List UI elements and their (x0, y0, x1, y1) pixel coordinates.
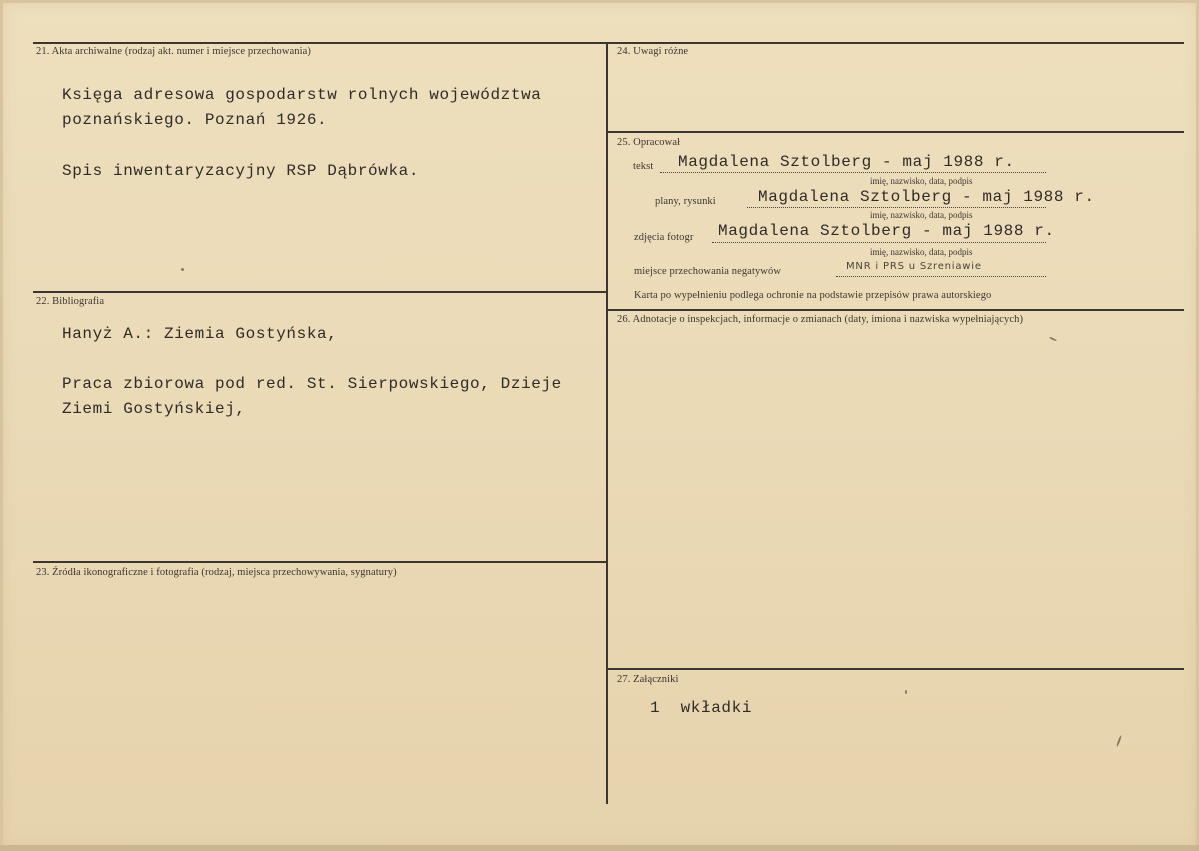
plany-value: Magdalena Sztolberg - maj 1988 r. (758, 188, 1095, 206)
rule-22-23 (33, 561, 607, 563)
section-21-line-1: Księga adresowa gospodarstw rolnych województwa (62, 86, 542, 104)
section-22-line-3: Ziemi Gostyńskiej, (62, 400, 246, 418)
rule-26-27 (607, 668, 1184, 670)
section-23-label: 23. Źródła ikonograficzne i fotografia (rodzaj, miejsca przechowywania, sygnatury) (36, 567, 397, 578)
section-22-label: 22. Bibliografia (36, 296, 105, 307)
rule-21-22 (33, 291, 607, 293)
paper-speck (181, 268, 184, 271)
zdjecia-value: Magdalena Sztolberg - maj 1988 r. (718, 222, 1055, 240)
tekst-label: tekst (633, 161, 654, 172)
paper-speck (905, 690, 907, 694)
rule-25-26 (607, 309, 1184, 311)
section-21-line-2: poznańskiego. Poznań 1926. (62, 111, 328, 129)
plany-dotline (747, 207, 1046, 208)
section-27-label: 27. Załączniki (617, 674, 679, 685)
section-27-value: 1 wkładki (650, 699, 753, 717)
tekst-dotline (660, 172, 1046, 173)
negatywy-label: miejsce przechowania negatywów (634, 266, 782, 277)
paper-speck (1116, 735, 1122, 747)
section-21-label: 21. Akta archiwalne (rodzaj akt. numer i miejsce przechowania) (36, 46, 312, 57)
rule-24-25 (607, 131, 1184, 133)
negatywy-value: MNR i PRS u Szreniawie (846, 261, 982, 272)
zdjecia-label: zdjęcia fotogr (634, 232, 694, 243)
section-22-line-2: Praca zbiorowa pod red. St. Sierpowskiego, Dzieje (62, 375, 562, 393)
negatywy-dotline (836, 276, 1046, 277)
plany-label: plany, rysunki (655, 196, 716, 207)
copyright-note: Karta po wypełnieniu podlega ochronie na podstawie przepisów prawa autorskiego (634, 290, 992, 301)
paper-speck (1049, 336, 1057, 341)
top-rule (33, 42, 1184, 44)
center-divider (606, 42, 608, 804)
tekst-value: Magdalena Sztolberg - maj 1988 r. (678, 153, 1015, 171)
section-26-label: 26. Adnotacje o inspekcjach, informacje o zmianach (daty, imiona i nazwiska wypełniających) (617, 314, 1024, 325)
plany-caption: imię, nazwisko, data, podpis (870, 210, 973, 220)
zdjecia-dotline (712, 242, 1046, 243)
zdjecia-caption: imię, nazwisko, data, podpis (870, 247, 973, 257)
section-21-line-3: Spis inwentaryzacyjny RSP Dąbrówka. (62, 162, 420, 180)
card-bottom-edge (0, 845, 1199, 851)
section-22-line-1: Hanyż A.: Ziemia Gostyńska, (62, 325, 338, 343)
section-24-label: 24. Uwagi różne (617, 46, 689, 57)
section-25-label: 25. Opracował (617, 137, 681, 148)
tekst-caption: imię, nazwisko, data, podpis (870, 176, 973, 186)
